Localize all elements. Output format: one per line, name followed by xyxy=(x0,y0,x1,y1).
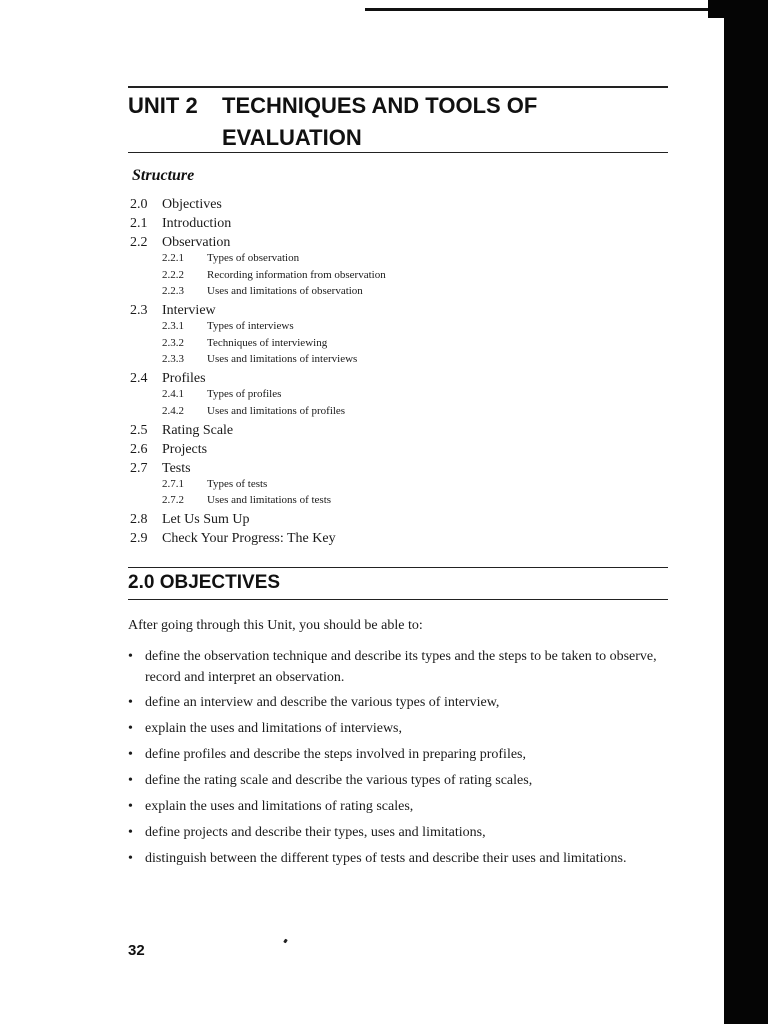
toc-subitem-label: Types of profiles xyxy=(207,388,282,400)
toc-item-number: 2.9 xyxy=(130,531,148,546)
toc-subitem-number: 2.4.1 xyxy=(162,388,184,400)
objective-item xyxy=(128,822,668,843)
toc-item-number: 2.1 xyxy=(130,216,148,231)
objective-item xyxy=(128,718,668,739)
unit-title-line1: TECHNIQUES AND TOOLS OF xyxy=(222,93,538,118)
toc-subitem-label: Uses and limitations of tests xyxy=(207,494,332,506)
toc-item xyxy=(130,235,230,251)
toc-item-label: Tests xyxy=(162,460,191,476)
objective-item xyxy=(128,848,668,869)
toc-item xyxy=(130,442,207,458)
toc-item-number: 2.6 xyxy=(130,441,148,457)
toc-subitem xyxy=(162,405,345,417)
objective-item xyxy=(128,796,668,817)
scan-top-line xyxy=(365,8,725,11)
toc-subitem-number: 2.2.3 xyxy=(162,285,184,297)
toc-item-label: Projects xyxy=(162,441,208,457)
toc-item xyxy=(130,216,231,232)
toc-subitem xyxy=(162,269,386,281)
toc-subitem xyxy=(162,478,267,490)
bullet-icon: • xyxy=(128,773,133,788)
unit-title-line2: EVALUATION xyxy=(222,125,362,150)
toc-subitem-label: Uses and limitations of profiles xyxy=(207,404,346,417)
toc-item xyxy=(130,461,191,477)
toc-subitem-number: 2.7.1 xyxy=(162,477,184,490)
toc-subitem-label: Uses and limitations of interviews xyxy=(207,353,358,365)
bullet-icon: • xyxy=(128,851,133,866)
toc-item-number: 2.2 xyxy=(130,235,148,250)
unit-title xyxy=(128,90,688,154)
toc-item xyxy=(130,423,233,439)
toc-subitem-label: Uses and limitations of observation xyxy=(207,285,363,297)
toc-subitem-label: Recording information from observation xyxy=(207,268,386,281)
objective-text: define an interview and describe the various types of interview, xyxy=(145,695,500,710)
bullet-icon: • xyxy=(128,825,133,840)
toc-item-label: Check Your Progress: The Key xyxy=(162,531,336,546)
bullet-icon: • xyxy=(128,747,133,762)
title-bottom-rule xyxy=(128,152,668,153)
toc-subitem xyxy=(162,285,363,297)
toc-item-number: 2.3 xyxy=(130,303,148,318)
toc-item-number: 2.7 xyxy=(130,460,148,476)
toc-item xyxy=(130,197,222,213)
toc-subitem xyxy=(162,494,331,506)
objectives-intro: After going through this Unit, you should be able to: xyxy=(128,618,423,633)
title-top-rule xyxy=(128,86,668,88)
toc-item-label: Rating Scale xyxy=(162,422,234,438)
toc-subitem-number: 2.4.2 xyxy=(162,404,184,417)
objective-item xyxy=(128,692,668,713)
toc-item-label: Introduction xyxy=(162,216,232,231)
objectives-bottom-rule xyxy=(128,599,668,600)
bullet-icon: • xyxy=(128,649,133,664)
toc-item-label: Observation xyxy=(162,235,231,250)
toc-subitem-number: 2.3.2 xyxy=(162,336,184,349)
toc-item-label: Interview xyxy=(162,303,216,318)
toc-item-label: Objectives xyxy=(162,197,222,212)
bullet-icon: • xyxy=(128,721,133,736)
toc-item-number: 2.8 xyxy=(130,512,148,527)
objective-item xyxy=(128,744,668,765)
toc-subitem-number: 2.3.1 xyxy=(162,320,184,332)
objectives-top-rule xyxy=(128,567,668,568)
toc-subitem xyxy=(162,252,299,264)
bullet-icon: • xyxy=(128,799,133,814)
objective-text: explain the uses and limitations of rating scales, xyxy=(145,799,414,814)
toc-subitem-label: Types of interviews xyxy=(207,320,294,332)
toc-subitem-number: 2.2.1 xyxy=(162,252,184,264)
toc-subitem-label: Techniques of interviewing xyxy=(207,336,328,349)
objective-item xyxy=(128,646,668,688)
objective-text: define the observation technique and describe its types and the steps to be taken to observe, record and interpret an observation. xyxy=(145,649,657,685)
toc-item-number: 2.5 xyxy=(130,422,148,438)
scan-right-edge xyxy=(724,0,768,1024)
objective-text: define projects and describe their types, uses and limitations, xyxy=(145,825,486,840)
toc-subitem-label: Types of observation xyxy=(207,252,300,264)
toc-item-label: Profiles xyxy=(162,371,206,386)
toc-item xyxy=(130,371,206,387)
objective-text: define the rating scale and describe the various types of rating scales, xyxy=(145,773,533,788)
toc-subitem xyxy=(162,337,327,349)
toc-subitem xyxy=(162,388,281,400)
toc-item-number: 2.4 xyxy=(130,371,148,386)
objective-item xyxy=(128,770,668,791)
toc-subitem-label: Types of tests xyxy=(207,477,268,490)
toc-subitem xyxy=(162,353,357,365)
toc-item xyxy=(130,531,336,547)
objective-text: explain the uses and limitations of interviews, xyxy=(145,721,403,736)
scan-speck xyxy=(283,939,288,944)
unit-number: UNIT 2 xyxy=(128,93,198,118)
structure-heading: Structure xyxy=(132,167,195,184)
page-number: 32 xyxy=(128,942,145,959)
toc-item-label: Let Us Sum Up xyxy=(162,512,250,527)
toc-subitem-number: 2.2.2 xyxy=(162,268,184,281)
toc-item xyxy=(130,512,250,528)
objective-text: define profiles and describe the steps involved in preparing profiles, xyxy=(145,747,526,762)
toc-item xyxy=(130,303,216,319)
toc-subitem xyxy=(162,320,294,332)
objective-text: distinguish between the different types of tests and describe their uses and limitations. xyxy=(145,851,627,866)
toc-subitem-number: 2.3.3 xyxy=(162,353,184,365)
toc-subitem-number: 2.7.2 xyxy=(162,494,184,506)
objectives-heading: 2.0 OBJECTIVES xyxy=(128,572,281,593)
toc-item-number: 2.0 xyxy=(130,197,148,212)
bullet-icon: • xyxy=(128,695,133,710)
